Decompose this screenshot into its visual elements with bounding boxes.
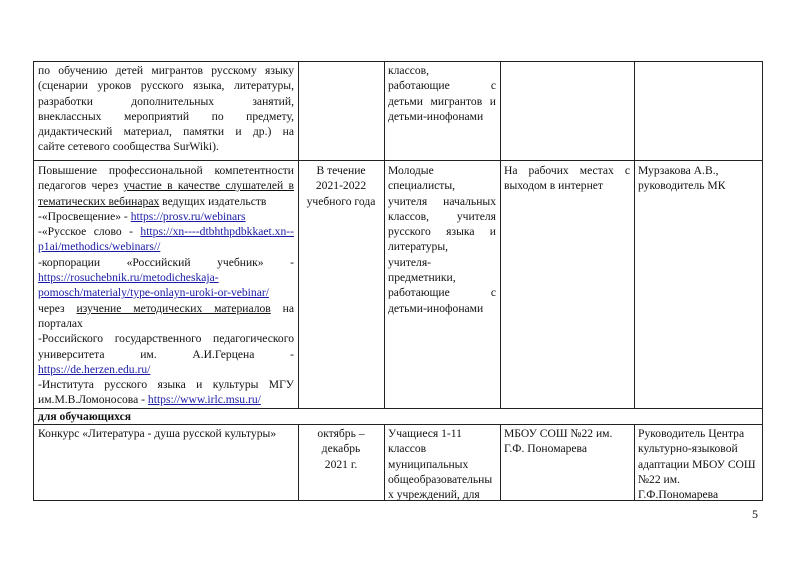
table-cell-participants: [388, 63, 496, 124]
text-span: на: [270, 301, 294, 315]
text-line: [38, 178, 294, 193]
underlined-text: участие в качестве слушателей в: [123, 179, 294, 193]
table-cell-venue: [504, 426, 630, 457]
table-cell-activity: [38, 426, 294, 441]
text-line: октябрь –: [317, 427, 365, 440]
text-line: культурно-языковой: [638, 442, 738, 456]
text-line: [38, 224, 294, 239]
text-line: Руководитель Центра: [638, 427, 745, 440]
text-line: по обучению детей мигрантов русскому языку: [38, 64, 294, 77]
text-line: работающие с: [388, 79, 496, 93]
text-line: [38, 301, 294, 316]
text-line: руководитель МК: [638, 179, 726, 193]
text-line: выходом в интернет: [504, 179, 603, 193]
text-span: -«Просвещение» -: [38, 209, 131, 223]
text-line: 2021 г.: [324, 457, 358, 471]
hyperlink[interactable]: https://prosv.ru/webinars: [130, 209, 246, 223]
text-line: работающие с: [388, 286, 496, 300]
hyperlink[interactable]: pomosch/materialy/type-onlayn-uroki-or-vebinar/: [38, 286, 269, 300]
text-line: х учреждений, для: [388, 488, 480, 502]
text-line: Молодые: [388, 164, 434, 177]
text-line: учителя-: [388, 255, 432, 269]
text-line: декабрь: [321, 442, 361, 456]
text-line: внеклассных мероприятий по предмету,: [38, 109, 294, 123]
text-span: ведущих издательств: [159, 194, 267, 208]
text-line: [38, 209, 294, 224]
text-line: Учащиеся 1-11: [388, 427, 462, 440]
col-divider: [298, 61, 299, 408]
table-cell-venue: [504, 163, 630, 194]
text-line: классов,: [388, 64, 430, 77]
text-line: предметники,: [388, 271, 456, 285]
table-border-right: [762, 61, 763, 501]
col-divider: [384, 424, 385, 500]
text-line: Мурзакова А.В.,: [638, 164, 719, 177]
text-line: [38, 362, 294, 377]
text-line: На рабочих местах с: [504, 164, 630, 177]
hyperlink[interactable]: https://www.irlc.msu.ru/: [147, 393, 261, 407]
table-cell-participants: [388, 426, 496, 502]
text-line: [38, 239, 294, 254]
col-divider: [500, 61, 501, 408]
hyperlink[interactable]: https://de.herzen.edu.ru/: [38, 362, 151, 376]
text-line: порталах: [38, 316, 83, 330]
text-line: адаптации МБОУ СОШ: [638, 457, 756, 471]
text-line: детьми мигрантов и: [388, 94, 496, 108]
text-line: общеобразовательны: [388, 472, 493, 486]
text-line: университета им. А.И.Герцена -: [38, 347, 294, 361]
text-line: МБОУ СОШ №22 им.: [504, 427, 613, 440]
text-line: 2021-2022: [315, 179, 367, 193]
text-line: №22 им.: [638, 472, 680, 486]
text-line: детьми-инофонами: [388, 301, 484, 315]
section-label-students: для обучающихся: [38, 410, 132, 423]
text-line: [38, 392, 294, 407]
text-line: В течение: [316, 164, 366, 177]
col-divider: [500, 424, 501, 500]
row-divider: [33, 408, 763, 409]
text-line: Повышение профессиональной компетентности: [38, 164, 294, 177]
hyperlink[interactable]: https://xn----dtbhthpdbkkaet.xn--: [140, 225, 294, 239]
page-number: 5: [752, 507, 758, 521]
table-border-left: [33, 61, 34, 501]
text-line: муниципальных: [388, 457, 469, 471]
table-cell-responsible: [638, 426, 758, 502]
text-line: [38, 270, 294, 285]
table-cell-timeframe: [300, 426, 382, 472]
hyperlink[interactable]: https://rosuchebnik.ru/metodicheskaja-: [38, 271, 219, 285]
hyperlink[interactable]: p1ai/methodics/webinars//: [38, 240, 161, 254]
text-line: -Института русского языка и культуры МГУ: [38, 378, 294, 392]
text-line: литературы,: [388, 240, 449, 254]
text-line: учителя начальных: [388, 194, 496, 208]
table-cell-participants: [388, 163, 496, 316]
row-divider: [33, 160, 763, 161]
text-span: им.М.В.Ломоносова -: [38, 393, 148, 407]
text-line: детьми-инофонами: [388, 109, 484, 123]
text-span: педагогов через: [38, 179, 124, 193]
table-border-top: [33, 61, 763, 62]
text-line: разработки дополнительных занятий,: [38, 94, 294, 108]
col-divider: [298, 424, 299, 500]
text-line: [38, 285, 294, 300]
text-span: -«Русское слово -: [38, 225, 141, 239]
text-line: Конкурс «Литература - душа русской культуры»: [38, 427, 277, 440]
text-line: (сценарии уроков русского языка, литературы,: [38, 79, 294, 93]
table-cell-responsible: [638, 163, 758, 194]
underlined-text: изучение методических материалов: [76, 301, 271, 315]
text-line: Г.Ф. Пономарева: [504, 442, 588, 456]
table-cell-timeframe: [300, 163, 382, 209]
text-line: Г.Ф.Пономарева: [638, 488, 719, 502]
text-line: [38, 194, 294, 209]
text-line: учебного года: [306, 194, 376, 208]
text-line: специалисты,: [388, 179, 456, 193]
text-line: -корпорации «Российский учебник» -: [38, 255, 294, 269]
table-cell-activity: [38, 163, 294, 408]
text-line: дидактический материал, памятки и др.) на: [38, 125, 294, 139]
col-divider: [384, 61, 385, 408]
text-line: классов, учителя: [388, 209, 496, 223]
row-divider: [33, 424, 763, 425]
text-line: -Российского государственного педагогического: [38, 332, 294, 346]
col-divider: [634, 424, 635, 500]
text-line: русского языка и: [388, 225, 496, 239]
text-line: классов: [388, 442, 427, 456]
text-line: сайте сетевого сообщества SurWiki).: [38, 140, 219, 154]
col-divider: [634, 61, 635, 408]
underlined-text: тематических вебинарах: [38, 194, 160, 208]
table-cell-activity: [38, 63, 294, 155]
text-span: через: [38, 301, 77, 315]
